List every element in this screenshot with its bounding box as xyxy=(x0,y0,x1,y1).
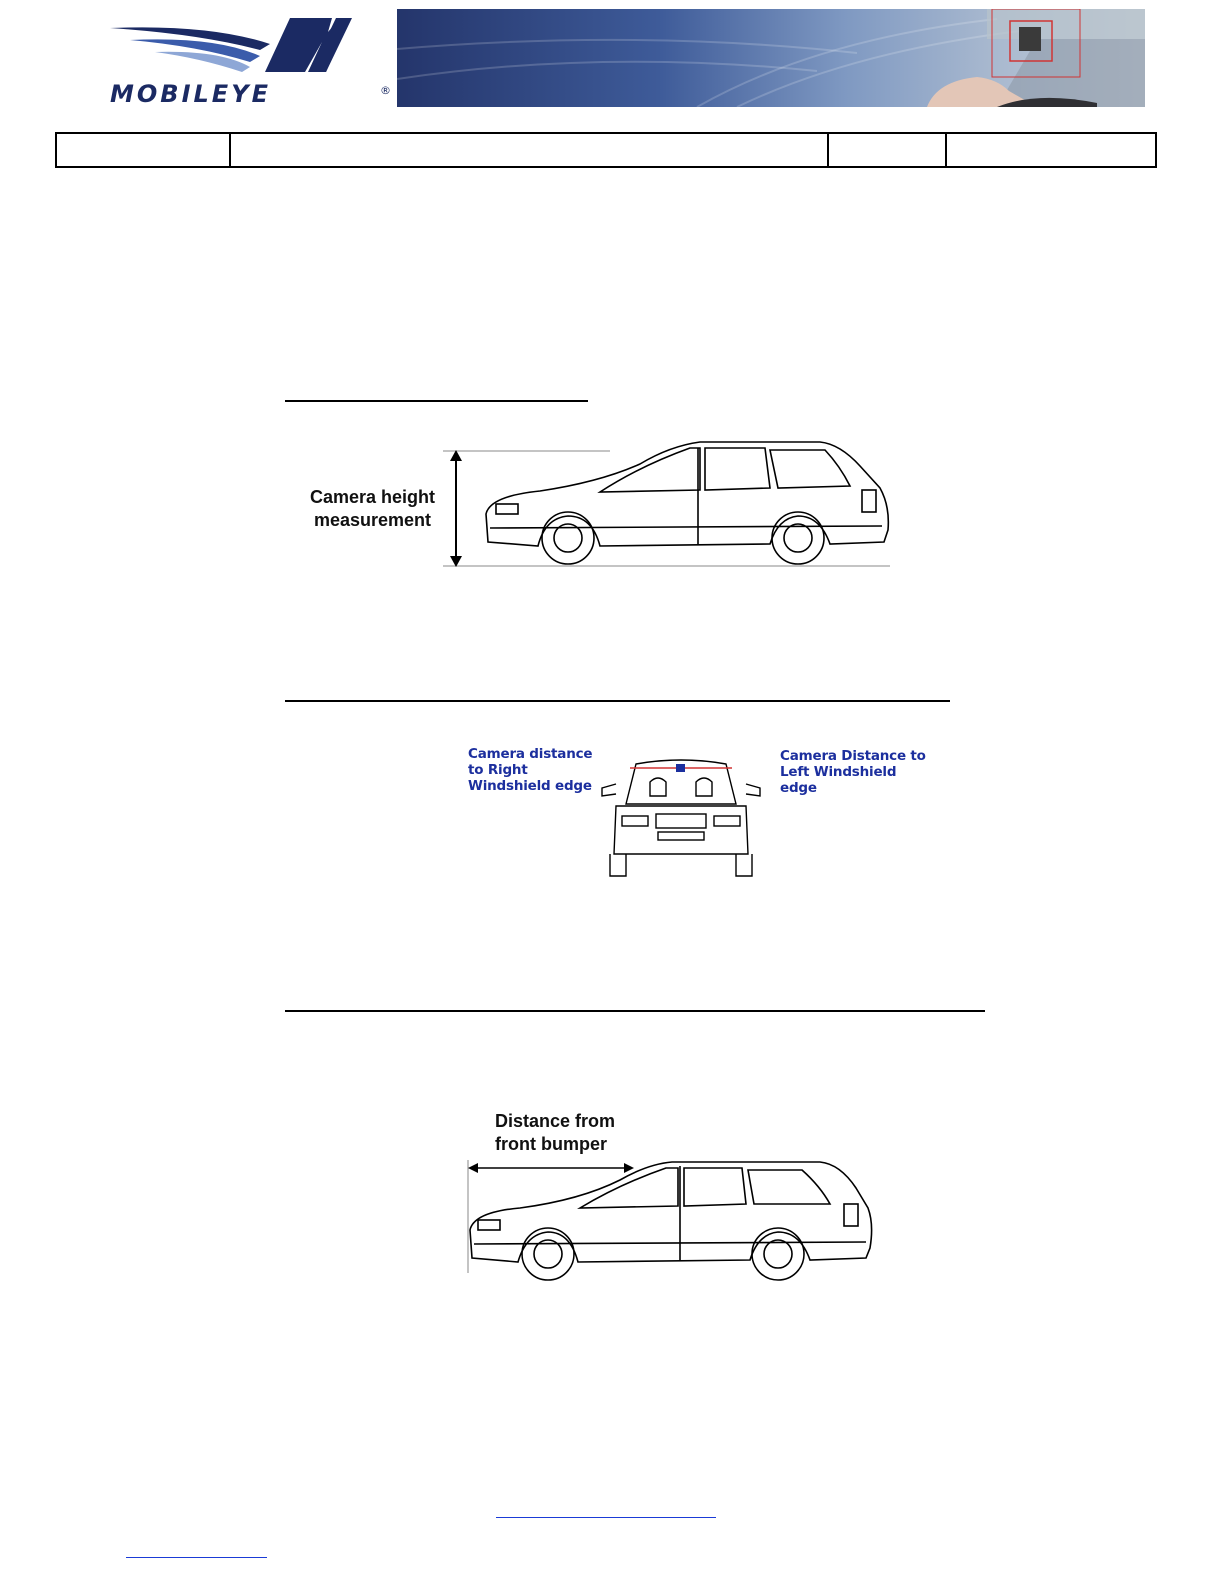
section-1-heading-rule xyxy=(285,400,588,402)
page-footer-link[interactable] xyxy=(126,1557,267,1558)
figure-camera-height xyxy=(300,436,900,576)
detected-car-icon xyxy=(1019,27,1041,51)
header-banner xyxy=(397,9,1145,107)
header-cell-1 xyxy=(57,134,231,166)
car-side-icon xyxy=(486,442,888,564)
registered-mark: ® xyxy=(380,84,391,97)
right-windshield-label xyxy=(468,746,592,794)
car-side-icon-2 xyxy=(470,1162,872,1280)
bumper-distance-label-line1: Distance from xyxy=(495,1111,616,1131)
figure-bumper-distance xyxy=(460,1108,880,1288)
figure-windshield-distance xyxy=(460,740,940,890)
right-windshield-label-line1: Camera distance xyxy=(468,746,593,762)
mobileye-logo xyxy=(100,10,400,110)
camera-icon xyxy=(676,764,685,772)
header-cell-3 xyxy=(827,134,947,166)
bumper-distance-label-line2: front bumper xyxy=(495,1134,607,1154)
camera-height-label-line2: measurement xyxy=(313,510,432,530)
left-windshield-label-line3: edge xyxy=(780,780,817,796)
logo-wordmark: MOBILEYE xyxy=(110,80,271,108)
section-2-heading-rule xyxy=(285,700,950,702)
right-windshield-label-line2: to Right xyxy=(468,762,528,778)
header-info-table xyxy=(55,132,1157,168)
left-windshield-label-line2: Left Windshield xyxy=(780,764,897,780)
header-cell-2 xyxy=(229,134,829,166)
footer-link[interactable] xyxy=(496,1517,716,1518)
section-3-heading-rule xyxy=(285,1010,985,1012)
left-windshield-label-line1: Camera Distance to xyxy=(780,748,926,764)
car-front-icon xyxy=(602,760,760,876)
header-cell-4 xyxy=(945,134,1155,166)
right-windshield-label-line3: Windshield edge xyxy=(468,778,592,794)
camera-height-label-line1: Camera height xyxy=(309,487,436,507)
left-windshield-label xyxy=(780,748,926,796)
